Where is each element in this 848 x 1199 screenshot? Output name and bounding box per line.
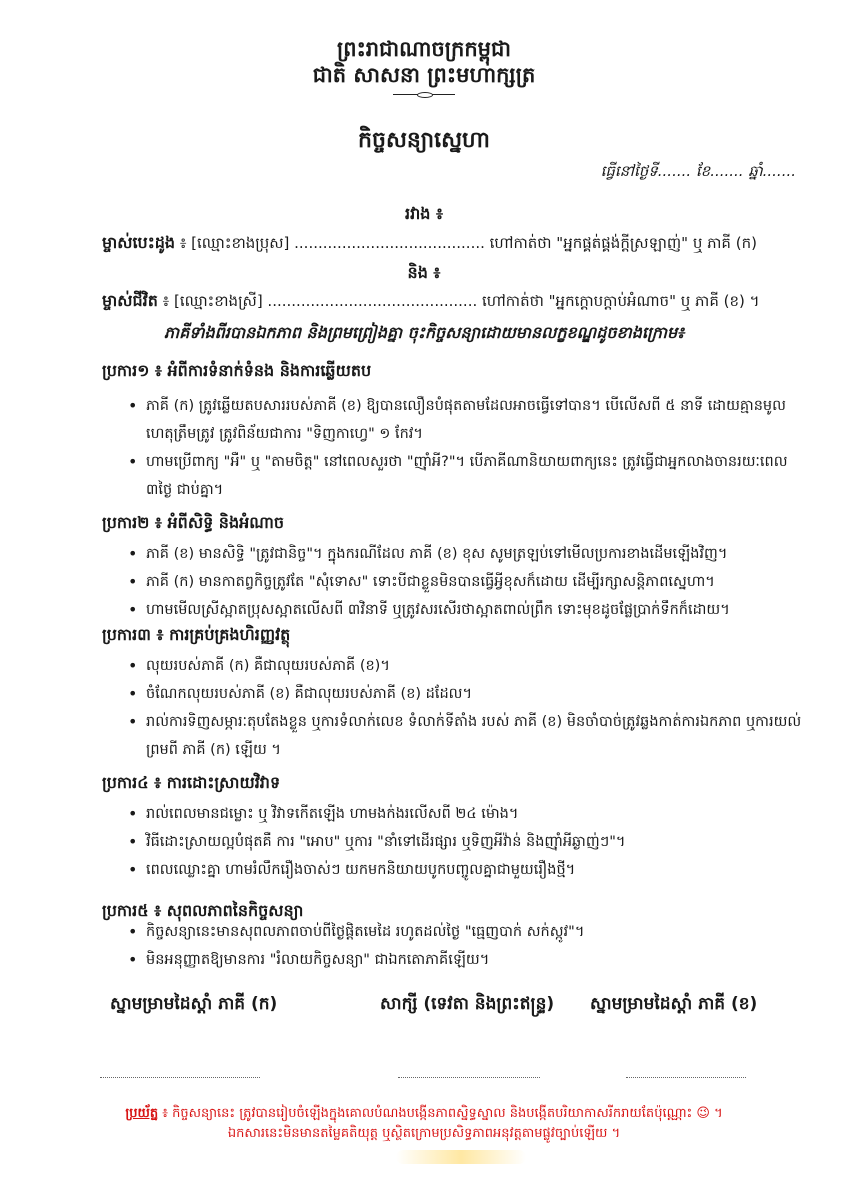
list-item: • ភាគី (ក) ត្រូវឆ្លើយតបសាររបស់ភាគី (ខ) ឱ្យបានលឿនបំផុតតាមដែលអាចធ្វើទៅបាន។ បើលើសពី ៥ នាទី ដោយគ្មានមូលហេតុត្រឹមត្រូវ ត្រូវពិន័យជាការ "ទិញកាហ្វេ" ១ កែវ។ (102, 392, 802, 448)
list-item: • ពេលឈ្លោះគ្នា ហាមរំលឹករឿងចាស់ៗ យកមកនិយាយបូកបញ្ចូលគ្នាជាមួយរឿងថ្មី។ (102, 856, 802, 884)
party-a-text: ៖ [ឈ្មោះខាងប្រុស] ........................................ ហៅកាត់ថា "អ្នកផ្គត់ផ្គង់ក្ដីស្រឡាញ់" ឬ ភាគី (ក) (175, 234, 757, 252)
ornament-divider (393, 94, 455, 95)
article-3-list (102, 652, 802, 764)
agreement-statement: ភាគីទាំងពីរបានឯកភាព និងព្រមព្រៀងគ្នា ចុះកិច្ចសន្យាដោយមានលក្ខខណ្ឌដូចខាងក្រោម៖ (163, 323, 685, 342)
disclaimer-label: ប្រយ័ត្ន (125, 1106, 159, 1121)
list-item: • ភាគី (ក) មានកាតព្វកិច្ចត្រូវតែ "សុំទោស" ទោះបីជាខ្លួនមិនបានធ្វើអ្វីខុសក៏ដោយ ដើម្បីរក្សាសន្តិភាពស្នេហា។ (102, 568, 802, 596)
article-4-heading: ប្រការ៤ ៖ ការដោះស្រាយវិវាទ (102, 773, 281, 792)
disclaimer-line-2: ឯកសារនេះមិនមានតម្លៃគតិយុត្ត ឬស្ថិតក្រោមប្រសិទ្ធភាពអនុវត្តតាមផ្លូវច្បាប់ឡើយ ។ (227, 1126, 621, 1141)
article-3-heading: ប្រការ៣ ៖ ការគ្រប់គ្រងហិរញ្ញវត្ថុ (102, 625, 291, 644)
between-label: រវាង ៖ (405, 204, 443, 223)
list-item: • វិធីដោះស្រាយល្អបំផុតគឺ ការ "អោប" ឬការ "នាំទៅដើរផ្សារ ឬទិញអីវ៉ាន់ និងញ៉ាំអីឆ្ងាញ់ៗ"។ (102, 828, 802, 856)
party-b-role: ម្ចាស់ជីវិត (102, 291, 158, 310)
signature-label-witness: សាក្សី (ទេវតា និងព្រះឥន្ទ្រ) (380, 994, 555, 1014)
article-1-list (102, 392, 802, 504)
article-2-heading: ប្រការ២ ៖ អំពីសិទ្ធិ និងអំណាច (102, 513, 285, 532)
disclaimer-line-1 (0, 1104, 848, 1124)
signature-line-party-b (626, 1077, 746, 1078)
article-2-list (102, 540, 802, 624)
list-item: • កិច្ចសន្យានេះមានសុពលភាពចាប់ពីថ្ងៃផ្ដិតមេដៃ រហូតដល់ថ្ងៃ "ធ្មេញបាក់ សក់ស្កូវ"។ (102, 918, 802, 946)
article-4-list (102, 800, 802, 884)
article-1-heading: ប្រការ១ ៖ អំពីការទំនាក់ទំនង និងការឆ្លើយតប (102, 361, 372, 380)
list-item: • ហាមមើលស្រីស្អាតប្រុសស្អាតលើសពី ៣វិនាទី ឬត្រូវសរសើរថាស្អាតពាល់ព្រឹក ទោះមុខដូចផ្លែប្រាក់ទឹកក៏ដោយ។ (102, 596, 802, 624)
highlight-smudge (396, 1150, 526, 1164)
party-b-text: ៖ [ឈ្មោះខាងស្រី] ............................................ ហៅកាត់ថា "អ្នកក្ដោបក្ដាប់អំណាច" ឬ ភាគី (ខ) ។ (157, 292, 760, 310)
disclaimer-text-1: ៖ កិច្ចសន្យានេះ ត្រូវបានរៀបចំឡើងក្នុងគោលបំណងបង្កើនភាពស្និទ្ធស្នាល និងបង្កើតបរិយាកាសរីករាយតែប៉ុណ្ណោះ 😉 ។ (158, 1106, 723, 1121)
disclaimer-note (0, 1104, 848, 1144)
article-5-list (102, 918, 802, 974)
list-item: • ហាមប្រើពាក្យ "អឺ" ឬ "តាមចិត្ត" នៅពេលសួរថា "ញ៉ាំអី?"។ បើភាគីណានិយាយពាក្យនេះ ត្រូវធ្វើជាអ្នកលាងចានរយៈពេល ៣ថ្ងៃ ជាប់គ្នា។ (102, 448, 802, 504)
document-title: កិច្ចសន្យាស្នេហា (358, 128, 490, 153)
article-5-heading: ប្រការ៥ ៖ សុពលភាពនៃកិច្ចសន្យា (102, 901, 304, 920)
national-motto: ជាតិ សាសនា ព្រះមហាក្សត្រ (312, 63, 536, 87)
signature-line-party-a (100, 1077, 260, 1078)
party-b-line (102, 290, 802, 314)
and-label: និង ៖ (407, 263, 441, 282)
date-line: ធ្វើនៅថ្ងៃទី....... ខែ....... ឆ្នាំ....... (600, 162, 796, 180)
list-item: • រាល់ពេលមានជម្លោះ ឬ វិវាទកើតឡើង ហាមងក់ងរលើសពី ២៤ ម៉ោង។ (102, 800, 802, 828)
signature-label-party-a: ស្នាមម្រាមដៃស្ដាំ ភាគី (ក) (110, 994, 278, 1014)
party-a-role: ម្ចាស់បេះដូង (102, 233, 176, 252)
signature-line-witness (398, 1077, 540, 1078)
list-item: • រាល់ការទិញសម្ភារៈតុបតែងខ្លួន ឬការទំលាក់លេខ ទំលាក់ទីតាំង របស់ ភាគី (ខ) មិនចាំបាច់ត្រូវឆ្លងកាត់ការឯកភាព ឬការយល់ព្រមពី ភាគី (ក) ឡើយ ។ (102, 708, 802, 764)
party-a-line (102, 232, 802, 256)
list-item: • លុយរបស់ភាគី (ក) គឺជាលុយរបស់ភាគី (ខ)។ (102, 652, 802, 680)
kingdom-heading: ព្រះរាជាណាចក្រកម្ពុជា (336, 37, 511, 61)
list-item: • ភាគី (ខ) មានសិទ្ធិ "ត្រូវជានិច្ច"។ ក្នុងករណីដែល ភាគី (ខ) ខុស សូមត្រឡប់ទៅមើលប្រការខាងដើមឡើងវិញ។ (102, 540, 802, 568)
signature-label-party-b: ស្នាមម្រាមដៃស្ដាំ ភាគី (ខ) (590, 994, 758, 1014)
list-item: • ចំណែកលុយរបស់ភាគី (ខ) គឺជាលុយរបស់ភាគី (ខ) ដដែល។ (102, 680, 802, 708)
list-item: • មិនអនុញ្ញាតឱ្យមានការ "រំលាយកិច្ចសន្យា" ជាឯកតោភាគីឡើយ។ (102, 946, 802, 974)
